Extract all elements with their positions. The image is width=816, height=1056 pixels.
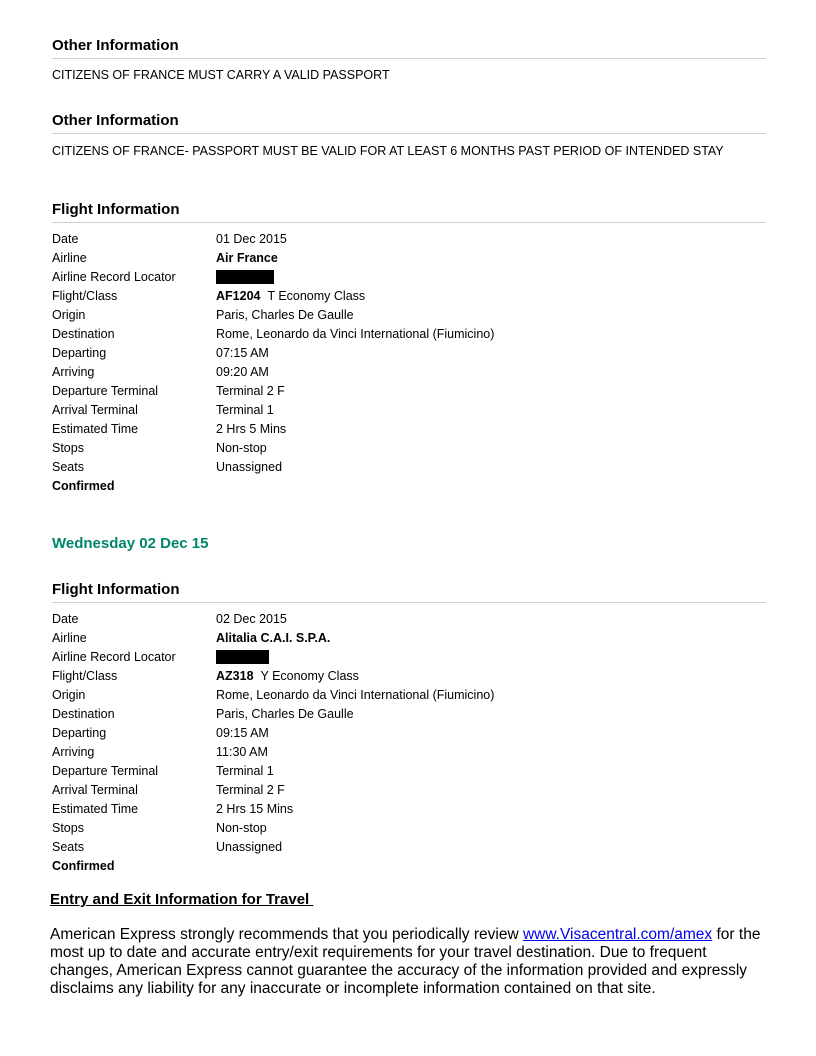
flight-row-origin bbox=[52, 686, 494, 705]
flight-row-record-locator bbox=[52, 648, 494, 667]
other-info-heading: Other Information bbox=[52, 112, 766, 134]
row-value: 2 Hrs 5 Mins bbox=[216, 422, 287, 436]
flight-row-airline bbox=[52, 249, 494, 268]
row-label: Airline Record Locator bbox=[52, 270, 176, 284]
flight-row-seats bbox=[52, 458, 494, 477]
redacted-record-locator bbox=[216, 650, 269, 664]
row-value: Terminal 2 F bbox=[216, 783, 285, 797]
flight-number: AF1204 bbox=[216, 289, 261, 303]
row-label: Stops bbox=[52, 441, 84, 455]
row-value: Paris, Charles De Gaulle bbox=[216, 707, 354, 721]
row-value: 01 Dec 2015 bbox=[216, 232, 287, 246]
row-value: Paris, Charles De Gaulle bbox=[216, 308, 354, 322]
row-label: Origin bbox=[52, 688, 86, 702]
flight-row-arrival-terminal bbox=[52, 401, 494, 420]
flight-row-departing bbox=[52, 344, 494, 363]
flight-row-stops bbox=[52, 439, 494, 458]
flight-row-origin bbox=[52, 306, 494, 325]
flight-number: AZ318 bbox=[216, 669, 254, 683]
row-label: Seats bbox=[52, 460, 84, 474]
row-label: Date bbox=[52, 612, 79, 626]
row-label: Destination bbox=[52, 707, 115, 721]
flight-row-record-locator bbox=[52, 268, 494, 287]
airline-name: Alitalia C.A.I. S.P.A. bbox=[216, 631, 331, 645]
row-label: Departing bbox=[52, 346, 107, 360]
row-label: Flight/Class bbox=[52, 289, 118, 303]
row-value: 11:30 AM bbox=[216, 745, 268, 759]
flight-class: T Economy Class bbox=[267, 289, 366, 303]
flight-row-date bbox=[52, 610, 494, 629]
row-label: Flight/Class bbox=[52, 669, 118, 683]
row-label: Estimated Time bbox=[52, 422, 139, 436]
row-label: Departure Terminal bbox=[52, 384, 159, 398]
row-label: Arrival Terminal bbox=[52, 783, 138, 797]
flight-details-table bbox=[52, 610, 494, 876]
row-label: Stops bbox=[52, 821, 84, 835]
row-value: Unassigned bbox=[216, 840, 283, 854]
entry-exit-disclaimer bbox=[50, 926, 766, 998]
flight-row-estimated-time bbox=[52, 420, 494, 439]
flight-info-heading: Flight Information bbox=[52, 581, 766, 603]
flight-row-departing bbox=[52, 724, 494, 743]
row-value: 09:20 AM bbox=[216, 365, 269, 379]
flight-row-arriving bbox=[52, 743, 494, 762]
row-value: Unassigned bbox=[216, 460, 283, 474]
row-label: Arriving bbox=[52, 745, 95, 759]
row-label: Estimated Time bbox=[52, 802, 139, 816]
row-value: Rome, Leonardo da Vinci International (Fiumicino) bbox=[216, 327, 495, 341]
flight-row-departure-terminal bbox=[52, 762, 494, 781]
flight-row-seats bbox=[52, 838, 494, 857]
row-label: Arrival Terminal bbox=[52, 403, 138, 417]
visacentral-link[interactable]: www.Visacentral.com/amex bbox=[522, 926, 713, 943]
flight-details-table bbox=[52, 230, 494, 496]
row-value: Terminal 1 bbox=[216, 764, 274, 778]
status-confirmed: Confirmed bbox=[52, 859, 115, 873]
other-info-heading: Other Information bbox=[52, 37, 766, 59]
row-label: Seats bbox=[52, 840, 84, 854]
row-value: Rome, Leonardo da Vinci International (Fiumicino) bbox=[216, 688, 495, 702]
flight-class: Y Economy Class bbox=[260, 669, 359, 683]
row-value: Non-stop bbox=[216, 821, 267, 835]
status-confirmed: Confirmed bbox=[52, 479, 115, 493]
row-label: Destination bbox=[52, 327, 115, 341]
row-label: Airline Record Locator bbox=[52, 650, 176, 664]
day-heading: Wednesday 02 Dec 15 bbox=[52, 535, 209, 552]
disclaimer-text-after: for the most up to date and accurate entry/exit requirements for your travel destination. Due to frequent changes, American Express cannot guarantee the accuracy of the information provided and expressly disclaims any liability for any inaccurate or incomplete information contained on that site. bbox=[50, 926, 761, 997]
row-label: Departing bbox=[52, 726, 107, 740]
row-value: 07:15 AM bbox=[216, 346, 269, 360]
flight-info-heading: Flight Information bbox=[52, 201, 766, 223]
flight-row-airline bbox=[52, 629, 494, 648]
flight-row-status bbox=[52, 857, 494, 876]
row-value: 2 Hrs 15 Mins bbox=[216, 802, 294, 816]
other-info-text: CITIZENS OF FRANCE MUST CARRY A VALID PASSPORT bbox=[52, 68, 390, 82]
flight-row-status bbox=[52, 477, 494, 496]
flight-row-stops bbox=[52, 819, 494, 838]
row-value: Terminal 2 F bbox=[216, 384, 285, 398]
row-label: Airline bbox=[52, 251, 87, 265]
row-value: 09:15 AM bbox=[216, 726, 269, 740]
flight-row-departure-terminal bbox=[52, 382, 494, 401]
row-label: Airline bbox=[52, 631, 87, 645]
entry-exit-heading-text: Entry and Exit Information for Travel bbox=[50, 891, 310, 908]
flight-row-destination bbox=[52, 325, 494, 344]
disclaimer-text-before: American Express strongly recommends that you periodically review bbox=[50, 926, 523, 943]
flight-row-estimated-time bbox=[52, 800, 494, 819]
airline-name: Air France bbox=[216, 251, 278, 265]
flight-row-flight-class bbox=[52, 287, 494, 306]
flight-row-arriving bbox=[52, 363, 494, 382]
redacted-record-locator bbox=[216, 270, 274, 284]
row-value: 02 Dec 2015 bbox=[216, 612, 287, 626]
row-label: Origin bbox=[52, 308, 86, 322]
flight-row-destination bbox=[52, 705, 494, 724]
entry-exit-heading bbox=[50, 891, 313, 908]
row-label: Arriving bbox=[52, 365, 95, 379]
row-value: Terminal 1 bbox=[216, 403, 274, 417]
flight-row-date bbox=[52, 230, 494, 249]
other-info-text: CITIZENS OF FRANCE- PASSPORT MUST BE VALID FOR AT LEAST 6 MONTHS PAST PERIOD OF INTENDED STAY bbox=[52, 144, 724, 158]
row-label: Date bbox=[52, 232, 79, 246]
row-value: Non-stop bbox=[216, 441, 267, 455]
flight-row-arrival-terminal bbox=[52, 781, 494, 800]
row-label: Departure Terminal bbox=[52, 764, 159, 778]
flight-row-flight-class bbox=[52, 667, 494, 686]
